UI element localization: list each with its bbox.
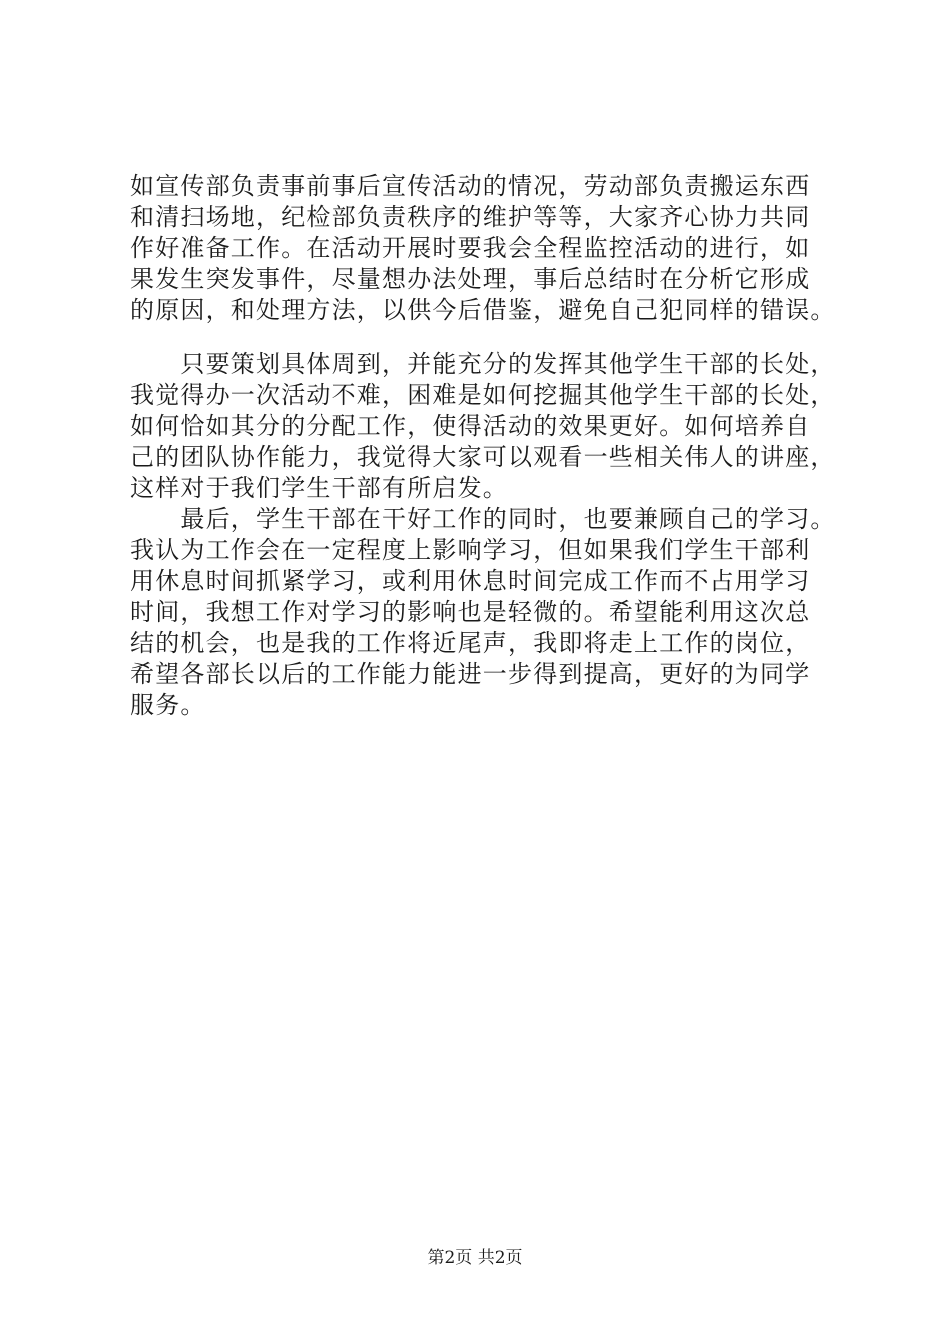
paragraph-spacer <box>130 326 840 349</box>
page-number-footer: 第2页 共2页 <box>427 1248 523 1268</box>
paragraph-line: 结的机会，也是我的工作将近尾声，我即将走上工作的岗位， <box>130 629 811 657</box>
paragraph-1 <box>130 171 840 326</box>
paragraph-line: 如宣传部负责事前事后宣传活动的情况，劳动部负责搬运东西 <box>130 172 811 200</box>
paragraph-line: 用休息时间抓紧学习，或利用休息时间完成工作而不占用学习 <box>130 567 811 595</box>
paragraph-line: 这样对于我们学生干部有所启发。 <box>130 474 508 502</box>
paragraph-line: 如何恰如其分的分配工作，使得活动的效果更好。如何培养自 <box>130 412 811 440</box>
paragraph-line: 果发生突发事件，尽量想办法处理，事后总结时在分析它形成 <box>130 265 811 293</box>
paragraph-line: 服务。 <box>130 691 206 719</box>
document-body <box>130 171 840 721</box>
paragraph-3 <box>130 504 840 721</box>
paragraph-line: 己的团队协作能力，我觉得大家可以观看一些相关伟人的讲座， <box>130 443 836 471</box>
paragraph-line: 作好准备工作。在活动开展时要我会全程监控活动的进行，如 <box>130 234 811 262</box>
paragraph-line: 希望各部长以后的工作能力能进一步得到提高，更好的为同学 <box>130 660 811 688</box>
paragraph-line: 和清扫场地，纪检部负责秩序的维护等等，大家齐心协力共同 <box>130 203 811 231</box>
paragraph-line: 时间，我想工作对学习的影响也是轻微的。希望能利用这次总 <box>130 598 811 626</box>
paragraph-line: 我认为工作会在一定程度上影响学习，但如果我们学生干部利 <box>130 536 811 564</box>
paragraph-line: 只要策划具体周到，并能充分的发挥其他学生干部的长处， <box>130 350 836 378</box>
paragraph-2 <box>130 349 840 504</box>
paragraph-line: 最后，学生干部在干好工作的同时，也要兼顾自己的学习。 <box>130 505 836 533</box>
paragraph-line: 我觉得办一次活动不难，困难是如何挖掘其他学生干部的长处， <box>130 381 836 409</box>
paragraph-line: 的原因，和处理方法，以供今后借鉴，避免自己犯同样的错误。 <box>130 296 836 324</box>
